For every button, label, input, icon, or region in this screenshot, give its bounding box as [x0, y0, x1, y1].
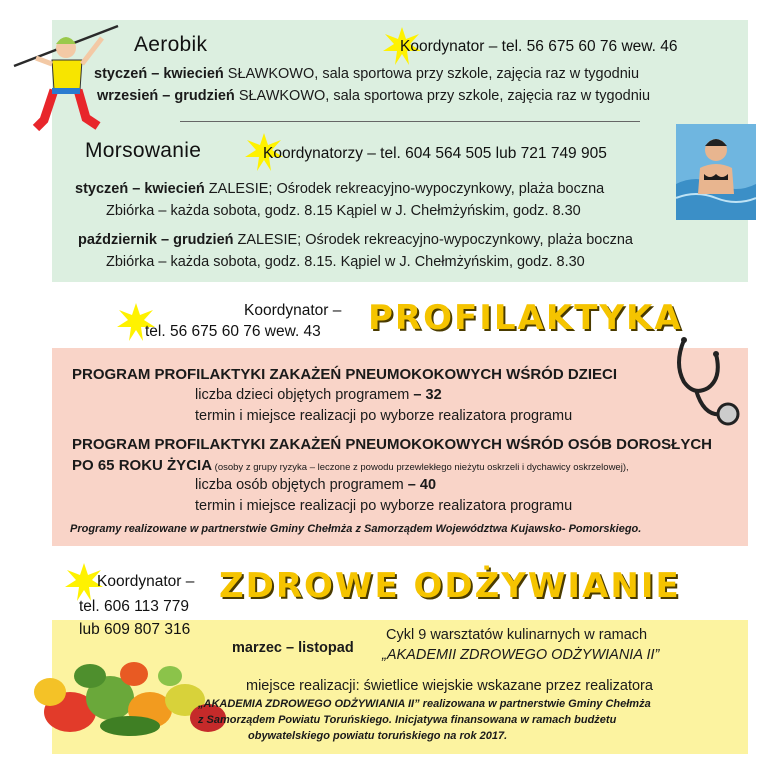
zdrowe-period: marzec – listopad: [232, 640, 354, 656]
program-2-count: [195, 477, 436, 493]
morsowanie-row-2-period: październik – grudzień: [78, 232, 234, 248]
program-2-note: (osoby z grupy ryzyka – leczone z powodu przewlekłego nieżytu oskrzeli i dychawicy oskrzelowej),: [212, 462, 629, 473]
profilaktyka-coordinator-line-2: tel. 56 675 60 76 wew. 43: [145, 323, 321, 340]
section-divider: [180, 121, 640, 122]
aerobik-row-2: [97, 88, 650, 104]
profilaktyka-title: PROFILAKTYKA: [368, 298, 683, 338]
morsowanie-row-1-period: styczeń – kwiecień: [75, 181, 205, 197]
profilaktyka-coordinator-line-1: Koordynator –: [244, 302, 342, 319]
zdrowe-footer-academy: „AKADEMIA ZDROWEGO ODŻYWIANIA II”: [198, 698, 420, 710]
profilaktyka-footer: Programy realizowane w partnerstwie Gminy Chełmża z Samorządem Województwa Kujawsko- Pomorskiego.: [70, 523, 642, 535]
morsowanie-row-2-detail: Zbiórka – każda sobota, godz. 8.15. Kąpiel w J. Chełmżyńskim, godz. 8.30: [106, 254, 585, 270]
aerobik-row-1: [94, 66, 639, 82]
morsowanie-row-1-detail: Zbiórka – każda sobota, godz. 8.15 Kąpiel w J. Chełmżyńskim, godz. 8.30: [106, 203, 581, 219]
program-1-count: [195, 387, 442, 403]
aerobik-row-1-info: SŁAWKOWO, sala sportowa przy szkole, zajęcia raz w tygodniu: [223, 66, 640, 82]
aerobik-coordinator: Koordynator – tel. 56 675 60 76 wew. 46: [400, 38, 678, 55]
program-2-heading-2-text: PO 65 ROKU ŻYCIA: [72, 457, 213, 474]
program-1-term: termin i miejsce realizacji po wyborze realizatora programu: [195, 408, 573, 424]
zdrowe-title: ZDROWE ODŻYWIANIE: [219, 566, 681, 606]
morsowanie-title: Morsowanie: [85, 139, 202, 162]
program-2-count-label: liczba osób objętych programem: [195, 477, 408, 493]
program-1-count-value: – 32: [413, 387, 442, 403]
morsowanie-row-1: [75, 181, 604, 197]
zdrowe-place: miejsce realizacji: świetlice wiejskie wskazane przez realizatora: [246, 678, 653, 694]
program-2-heading: PROGRAM PROFILAKTYKI ZAKAŻEŃ PNEUMOKOKOWYCH WŚRÓD OSÓB DOROSŁYCH: [72, 436, 712, 453]
stethoscope-icon: [664, 334, 744, 434]
swimmer-photo: [676, 124, 756, 220]
aerobik-row-1-period: styczeń – kwiecień: [94, 66, 224, 82]
zdrowe-footer-line-2: z Samorządem Powiatu Toruńskiego. Inicjatywa finansowana w ramach budżetu: [198, 714, 617, 726]
morsowanie-coordinator: Koordynatorzy – tel. 604 564 505 lub 721 749 905: [263, 145, 607, 162]
program-1-heading: PROGRAM PROFILAKTYKI ZAKAŻEŃ PNEUMOKOKOWYCH WŚRÓD DZIECI: [72, 366, 617, 383]
morsowanie-row-2: [78, 232, 633, 248]
program-2-heading-2: [72, 457, 629, 474]
program-2-count-value: – 40: [407, 477, 437, 493]
aerobik-row-2-info: SŁAWKOWO, sala sportowa przy szkole, zajęcia raz w tygodniu: [234, 88, 651, 104]
zdrowe-footer-rest: realizowana w partnerstwie Gminy Chełmża: [419, 698, 651, 710]
zdrowe-coordinator-line-1: Koordynator –: [97, 573, 195, 590]
aerobik-title: Aerobik: [134, 33, 208, 56]
aerobik-row-2-period: wrzesień – grudzień: [97, 88, 235, 104]
zdrowe-footer-line-1: [198, 698, 651, 710]
program-1-count-label: liczba dzieci objętych programem: [195, 387, 414, 403]
zdrowe-cycle-line-2: „AKADEMII ZDROWEGO ODŻYWIANIA II”: [382, 647, 660, 663]
morsowanie-row-2-info: ZALESIE; Ośrodek rekreacyjno-wypoczynkowy, plaża boczna: [233, 232, 633, 248]
zdrowe-cycle-line-1: Cykl 9 warsztatów kulinarnych w ramach: [386, 627, 648, 643]
zdrowe-coordinator-line-2: tel. 606 113 779: [79, 598, 190, 615]
program-2-term: termin i miejsce realizacji po wyborze realizatora programu: [195, 498, 573, 514]
zdrowe-coordinator-line-3: lub 609 807 316: [79, 621, 191, 638]
morsowanie-row-1-info: ZALESIE; Ośrodek rekreacyjno-wypoczynkowy, plaża boczna: [204, 181, 605, 197]
zdrowe-footer-line-3: obywatelskiego powiatu toruńskiego na rok 2017.: [248, 730, 508, 742]
